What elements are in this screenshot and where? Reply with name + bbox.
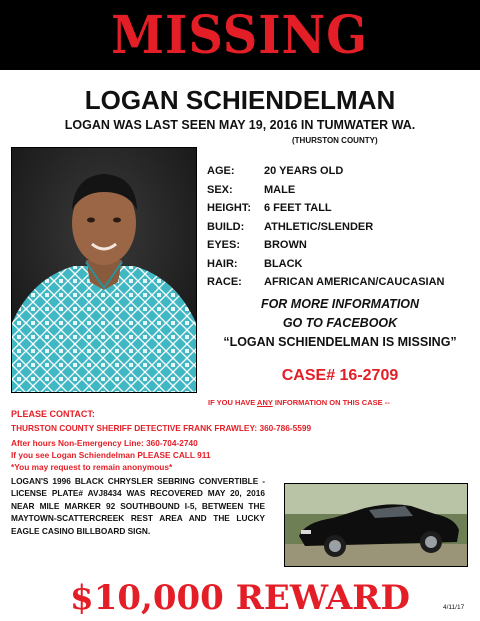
vehicle-photo <box>284 483 468 567</box>
after-hours-line: After hours Non-Emergency Line: 360-704-2740 <box>11 438 198 448</box>
detail-label: HEIGHT: <box>207 202 251 215</box>
banner-title: MISSING <box>111 4 369 66</box>
vehicle-description: LOGAN'S 1996 BLACK CHRYSLER SEBRING CONVERTIBLE - LICENSE PLATE# AVJ8434 WAS RECOVERED MAY 20, 2016 NEAR MILE MARKER 92 SOUTHBOUND I-5, BETWEEN THE MAYTOWN-SCATTERCREEK REST AREA AND THE LUCKY EAGLE CASINO BILLBOARD SIGN. <box>11 476 265 536</box>
person-name: LOGAN SCHIENDELMAN <box>84 85 396 115</box>
detail-value: ATHLETIC/SLENDER <box>264 220 374 233</box>
detail-label: SEX: <box>207 183 233 196</box>
detail-label: BUILD: <box>207 220 245 233</box>
detail-sex <box>207 181 444 200</box>
facebook-page-name: “LOGAN SCHIENDELMAN IS MISSING” <box>223 335 457 349</box>
detail-label: AGE: <box>207 165 235 178</box>
detail-value: 20 YEARS OLD <box>264 165 344 178</box>
facebook-line: GO TO FACEBOOK <box>282 316 398 330</box>
detail-value: 6 FEET TALL <box>264 202 332 215</box>
detail-value: BROWN <box>264 239 307 252</box>
any-info-prefix: IF YOU HAVE <box>208 398 258 407</box>
missing-person-photo <box>11 147 197 393</box>
detective-contact: THURSTON COUNTY SHERIFF DETECTIVE FRANK FRAWLEY: 360-786-5599 <box>11 423 312 433</box>
detail-build <box>207 218 444 237</box>
detail-value: BLACK <box>264 257 303 270</box>
reward-text: $10,000 REWARD <box>70 578 410 618</box>
detail-label: RACE: <box>207 276 242 289</box>
missing-banner <box>0 0 480 70</box>
more-info-line: FOR MORE INFORMATION <box>260 297 420 311</box>
detail-label: EYES: <box>207 239 241 252</box>
detail-age <box>207 162 444 181</box>
details-list <box>207 162 444 292</box>
county-text: (THURSTON COUNTY) <box>292 136 378 145</box>
call-911-line: If you see Logan Schiendelman PLEASE CALL 911 <box>11 450 211 460</box>
detail-label: HAIR: <box>207 257 238 270</box>
detail-race <box>207 273 444 292</box>
any-info-emphasis: ANY <box>257 398 273 407</box>
detail-eyes <box>207 236 444 255</box>
contact-heading: PLEASE CONTACT: <box>11 409 95 419</box>
detail-hair <box>207 255 444 274</box>
detail-height <box>207 199 444 218</box>
any-info-notice <box>208 398 390 407</box>
poster-date: 4/11/17 <box>443 604 465 611</box>
anonymous-note: *You may request to remain anonymous* <box>11 462 173 472</box>
case-number: CASE# 16-2709 <box>281 367 399 384</box>
detail-value: AFRICAN AMERICAN/CAUCASIAN <box>264 276 445 289</box>
any-info-suffix: INFORMATION ON THIS CASE -- <box>272 398 390 407</box>
detail-value: MALE <box>264 183 296 196</box>
last-seen-text: LOGAN WAS LAST SEEN MAY 19, 2016 IN TUMWATER WA. <box>64 118 416 132</box>
